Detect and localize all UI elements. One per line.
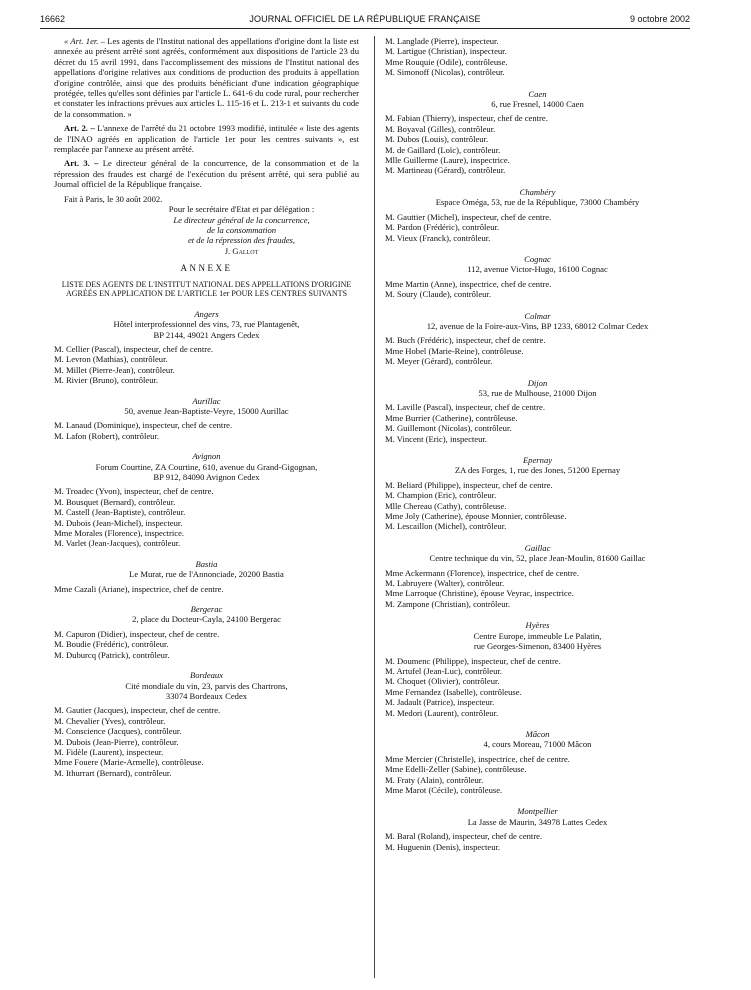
centre-block xyxy=(385,254,690,300)
agent-entry: M. Doumenc (Philippe), inspecteur, chef de centre. xyxy=(385,655,561,666)
agent-entry: M. Dubois (Jean-Pierre), contrôleur. xyxy=(54,736,179,747)
centre-address: 12, avenue de la Foire-aux-Vins, BP 1233, 68012 Colmar Cedex xyxy=(426,320,649,331)
centre-city: Epernay xyxy=(522,455,553,465)
agent-entry: M. Fabian (Thierry), inspecteur, chef de centre. xyxy=(385,113,548,124)
agent-list xyxy=(54,486,359,548)
signature-line: Pour le secrétaire d'Etat et par délégation : xyxy=(168,204,315,215)
agent-entry: M. Buch (Frédéric), inspecteur, chef de centre. xyxy=(385,335,546,346)
centre-address: Centre Europe, immeuble Le Palatin, xyxy=(473,630,602,641)
centre-address: ZA des Forges, 1, rue des Jones, 51200 Epernay xyxy=(454,465,621,476)
agent-entry: Mme Hobel (Marie-Reine), contrôleuse. xyxy=(385,345,524,356)
agent-entry: Mme Morales (Florence), inspectrice. xyxy=(54,528,185,539)
agent-list xyxy=(385,36,690,78)
centre-address: 33074 Bordeaux Cedex xyxy=(165,690,248,701)
issue-date: 9 octobre 2002 xyxy=(629,14,690,24)
centre-city: Cognac xyxy=(524,253,551,264)
signature-block xyxy=(54,204,359,256)
signatory-name: J. Gallot xyxy=(224,245,259,256)
agent-list xyxy=(385,402,690,444)
agent-entry: M. Rivier (Bruno), contrôleur. xyxy=(54,375,159,386)
agent-entry: M. Levron (Mathias), contrôleur. xyxy=(54,354,168,365)
centre-block xyxy=(385,187,690,243)
centre-city: Bordeaux xyxy=(189,670,224,681)
centre-block xyxy=(385,543,690,609)
centres-list-left xyxy=(54,309,359,778)
agent-entry: M. Millet (Pierre-Jean), contrôleur. xyxy=(54,364,175,375)
agent-list xyxy=(54,629,359,660)
agent-list xyxy=(385,279,690,300)
centre-address: Forum Courtine, ZA Courtine, 610, avenue du Grand-Gigognan, xyxy=(95,461,318,472)
annexe-list-title: LISTE DES AGENTS DE L'INSTITUT NATIONAL DES APPELLATIONS D'ORIGINE AGRÉÉS EN APPLICATION DE L'ARTICLE 1er POUR LES CENTRES SUIVANTS xyxy=(61,279,352,299)
agent-entry: M. Fraty (Alain), contrôleur. xyxy=(385,774,484,785)
agent-entry: M. Duburcq (Patrick), contrôleur. xyxy=(54,649,170,660)
centre-city: Colmar xyxy=(524,310,551,321)
article-label: Art. 2. – xyxy=(64,123,95,134)
centre-block xyxy=(385,455,690,532)
agent-entry: Mme Fouere (Marie-Armelle), contrôleuse. xyxy=(54,757,204,768)
agent-entry: M. Choquet (Olivier), contrôleur. xyxy=(385,676,500,687)
agent-entry: Mme Martin (Anne), inspectrice, chef de centre. xyxy=(385,278,552,289)
centre-address: BP 912, 84090 Avignon Cedex xyxy=(153,472,260,482)
agent-entry: M. Conscience (Jacques), contrôleur. xyxy=(54,726,182,737)
agent-entry: M. Zampone (Christian), contrôleur. xyxy=(385,598,511,609)
centre-address: Cité mondiale du vin, 23, parvis des Chartrons, xyxy=(125,680,288,691)
centre-address: 50, avenue Jean-Baptiste-Veyre, 15000 Aurillac xyxy=(124,405,289,416)
agent-entry: M. Boudie (Frédéric), contrôleur. xyxy=(54,639,169,650)
centres-list-right xyxy=(385,36,690,852)
centre-city: Aurillac xyxy=(192,395,221,406)
agent-entry: M. Capuron (Didier), inspecteur, chef de centre. xyxy=(54,628,220,639)
agent-entry: M. Soury (Claude), contrôleur. xyxy=(385,289,491,300)
centre-address: La Jasse de Maurin, 34978 Lattes Cedex xyxy=(467,816,608,827)
agent-entry: M. Laville (Pascal), inspecteur, chef de centre. xyxy=(385,402,545,413)
agent-entry: Mme Rouquie (Odile), contrôleuse. xyxy=(385,56,508,67)
agent-entry: M. Labruyere (Walter), contrôleur. xyxy=(385,578,505,589)
centre-address: 6, rue Fresnel, 14000 Caen xyxy=(491,99,584,110)
agent-entry: M. Troadec (Yvon), inspecteur, chef de centre. xyxy=(54,486,214,497)
signature-line: et de la répression des fraudes, xyxy=(187,235,296,246)
agent-entry: Mme Fernandez (Isabelle), contrôleuse. xyxy=(385,686,522,697)
agent-entry: Mlle Guillerme (Laure), inspectrice. xyxy=(385,155,510,166)
agent-entry: M. Bousquet (Bernard), contrôleur. xyxy=(54,496,176,507)
centre-address: 112, avenue Victor-Hugo, 16100 Cognac xyxy=(467,264,608,275)
agent-list xyxy=(385,754,690,796)
agent-entry: M. de Gaillard (Loïc), contrôleur. xyxy=(385,144,501,155)
centre-city: Dijon xyxy=(527,377,548,388)
centre-address: Espace Oméga, 53, rue de la République, 73000 Chambéry xyxy=(435,197,640,208)
signature-line: Le directeur général de la concurrence, xyxy=(173,214,310,225)
agent-entry: Mme Larroque (Christine), épouse Veyrac, inspectrice. xyxy=(385,588,574,599)
centre-city: Angers xyxy=(194,308,219,319)
article-label: Art. 3. – xyxy=(64,158,99,169)
centre-address: rue Georges-Simenon, 83400 Hyères xyxy=(473,641,602,652)
agent-list xyxy=(385,656,690,718)
agent-list xyxy=(54,344,359,386)
centre-address: 53, rue de Mulhouse, 21000 Dijon xyxy=(478,387,597,398)
centre-city: Chambéry xyxy=(519,186,556,197)
agent-list xyxy=(385,568,690,610)
agent-entry: Mme Ackermann (Florence), inspectrice, chef de centre. xyxy=(385,567,579,578)
centre-block xyxy=(385,806,690,852)
agent-entry: M. Vincent (Eric), inspecteur. xyxy=(385,433,487,444)
article-text: Le directeur général de la concurrence, de la consommation et de la répression des fraudes est chargé de l'exécution du présent arrêté, qui sera publié au Journal officiel de la République française. xyxy=(54,158,359,190)
centre-block xyxy=(54,396,359,442)
centre-block xyxy=(54,559,359,594)
centre-block xyxy=(54,451,359,549)
journal-title: JOURNAL OFFICIEL DE LA RÉPUBLIQUE FRANÇAISE xyxy=(249,14,481,24)
signature-line: de la consommation xyxy=(206,224,277,235)
agent-entry: M. Medori (Laurent), contrôleur. xyxy=(385,707,499,718)
agent-entry: M. Baral (Roland), inspecteur, chef de centre. xyxy=(385,831,543,842)
agent-entry: Mme Burrier (Catherine), contrôleuse. xyxy=(385,412,518,423)
agent-entry: M. Gautier (Jacques), inspecteur, chef de centre. xyxy=(54,705,221,716)
centre-block xyxy=(385,378,690,444)
agent-list xyxy=(54,584,359,594)
agent-entry: M. Champion (Eric), contrôleur. xyxy=(385,490,497,501)
agent-list xyxy=(385,831,690,852)
agent-entry: M. Langlade (Pierre), inspecteur. xyxy=(385,36,499,46)
agent-entry: Mme Edelli-Zeller (Sabine), contrôleuse. xyxy=(385,764,527,775)
agent-entry: M. Castell (Jean-Baptiste), contrôleur. xyxy=(54,507,186,518)
agent-entry: M. Beliard (Philippe), inspecteur, chef de centre. xyxy=(385,479,553,490)
agent-entry: M. Simonoff (Nicolas), contrôleur. xyxy=(385,67,505,78)
agent-entry: M. Dubois (Jean-Michel), inspecteur. xyxy=(54,517,183,528)
agent-entry: M. Martineau (Gérard), contrôleur. xyxy=(385,165,506,176)
agent-entry: M. Boyaval (Gilles), contrôleur. xyxy=(385,123,496,134)
agent-entry: M. Jadault (Patrice), inspecteur. xyxy=(385,697,495,708)
agent-entry: M. Lescaillon (Michel), contrôleur. xyxy=(385,521,507,532)
centre-block xyxy=(385,311,690,367)
centre-address: 2, place du Docteur-Cayla, 24100 Bergerac xyxy=(132,614,281,625)
centre-address: 4, cours Moreau, 71000 Mâcon xyxy=(483,739,592,750)
centre-city: Montpellier xyxy=(517,806,558,817)
right-column xyxy=(385,36,690,852)
centre-block xyxy=(385,36,690,78)
centre-city: Bergerac xyxy=(190,604,223,615)
agent-entry: M. Meyer (Gérard), contrôleur. xyxy=(385,356,493,367)
agent-entry: M. Lafon (Robert), contrôleur. xyxy=(54,430,160,441)
agent-entry: M. Cellier (Pascal), inspecteur, chef de centre. xyxy=(54,343,214,354)
centre-block xyxy=(54,309,359,386)
centre-city: Avignon xyxy=(192,451,221,462)
centre-address: Le Murat, rue de l'Annonciade, 20200 Bastia xyxy=(129,569,284,580)
agent-entry: M. Varlet (Jean-Jacques), contrôleur. xyxy=(54,538,181,549)
agent-list xyxy=(385,480,690,532)
agent-entry: Mme Marot (Cécile), contrôleuse. xyxy=(385,784,503,795)
agent-entry: M. Fidèle (Laurent), inspecteur. xyxy=(54,746,164,757)
centre-block xyxy=(54,604,359,660)
article-2 xyxy=(54,123,359,154)
agent-entry: M. Gauttier (Michel), inspecteur, chef de centre. xyxy=(385,211,552,222)
agent-entry: M. Lanaud (Dominique), inspecteur, chef de centre. xyxy=(54,420,233,431)
agent-entry: Mlle Chereau (Cathy), contrôleuse. xyxy=(385,500,507,511)
agent-entry: M. Dubos (Louis), contrôleur. xyxy=(385,134,489,145)
agent-entry: Mme Cazali (Ariane), inspectrice, chef de centre. xyxy=(54,583,224,594)
agent-list xyxy=(385,335,690,366)
centre-block xyxy=(54,670,359,778)
article-1 xyxy=(54,36,359,119)
article-text: Les agents de l'Institut national des appellations d'origine dont la liste est annexée au présent arrêté sont agréés, conformément aux dispositions de l'article 23 du décret du 15 avril 1991, dans l'accomplissement des missions de l'Institut national des appellations d'origine relatives aux conditions de production des produits à appellation d'origine contrôlée, ainsi que des produits bénéficiant d'une indication géographique protégée, telles qu'elles sont définies par l'article L. 641-6 du code rural, pour rechercher et constater les infractions prévues aux articles L. 115-16 et L. 213-1 et suivants du code de la consommation. » xyxy=(54,36,359,119)
agent-entry: Mme Mercier (Christelle), inspectrice, chef de centre. xyxy=(385,753,570,764)
centre-city: Hyères xyxy=(525,620,550,631)
centre-city: Caen xyxy=(528,88,547,99)
page-header xyxy=(40,14,690,29)
column-divider xyxy=(374,36,375,978)
agent-entry: M. Chevalier (Yves), contrôleur. xyxy=(54,715,166,726)
centre-city: Gaillac xyxy=(524,542,551,553)
agent-entry: M. Vieux (Franck), contrôleur. xyxy=(385,232,491,243)
article-text: L'annexe de l'arrêté du 21 octobre 1993 modifié, intitulée « liste des agents de l'INAO agréés en application de l'article 1er pour les centres suivants », est remplacée par l'annexe au présent arrêté. xyxy=(54,123,359,155)
centre-address: Hôtel interprofessionnel des vins, 73, rue Plantagenêt, xyxy=(113,319,300,330)
agent-entry: M. Guillemont (Nicolas), contrôleur. xyxy=(385,423,512,434)
centre-block xyxy=(385,620,690,718)
agent-entry: M. Huguenin (Denis), inspecteur. xyxy=(385,841,501,852)
agent-list xyxy=(385,113,690,175)
done-at: Fait à Paris, le 30 août 2002. xyxy=(64,193,163,204)
page-number: 16662 xyxy=(40,14,66,24)
agent-entry: M. Ithurrart (Bernard), contrôleur. xyxy=(54,767,172,778)
centre-city: Bastia xyxy=(195,558,218,569)
article-label: « Art. 1er. – xyxy=(64,36,105,46)
centre-address: BP 2144, 49021 Angers Cedex xyxy=(153,329,260,340)
agent-list xyxy=(54,705,359,778)
agent-list xyxy=(54,420,359,441)
centre-block xyxy=(385,729,690,795)
left-column xyxy=(54,36,359,778)
centre-city: Mâcon xyxy=(525,728,550,739)
agent-list xyxy=(385,212,690,243)
agent-entry: M. Pardon (Frédéric), contrôleur. xyxy=(385,222,500,233)
centre-block xyxy=(385,89,690,176)
agent-entry: M. Lartigue (Christian), inspecteur. xyxy=(385,46,507,57)
annexe-heading: ANNEXE xyxy=(180,263,233,274)
centre-address: Centre technique du vin, 52, place Jean-Moulin, 81600 Gaillac xyxy=(429,553,646,564)
agent-entry: M. Artufel (Jean-Luc), contrôleur. xyxy=(385,665,502,676)
agent-entry: Mme Joly (Catherine), épouse Monnier, contrôleuse. xyxy=(385,511,567,522)
article-3 xyxy=(54,158,359,189)
